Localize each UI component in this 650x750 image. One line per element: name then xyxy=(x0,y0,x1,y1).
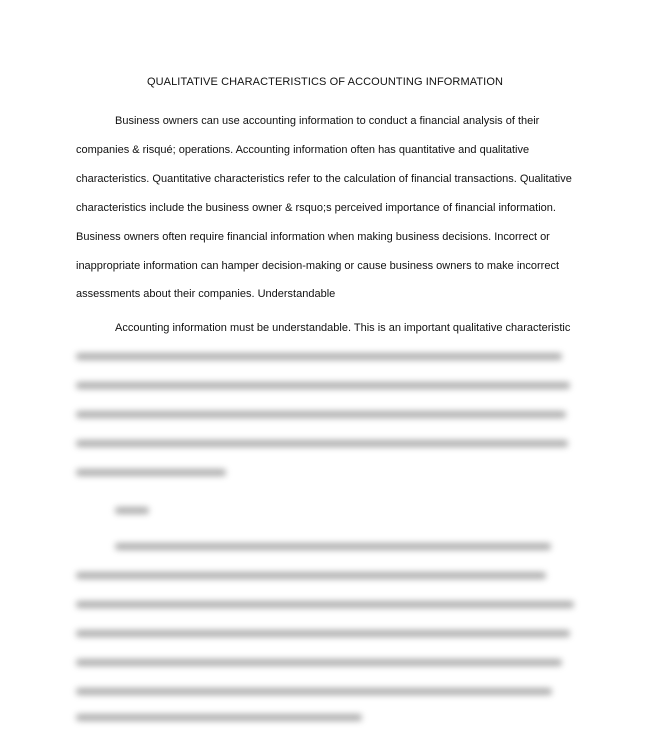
blurred-line xyxy=(76,353,562,360)
blurred-line xyxy=(76,688,552,695)
blurred-line xyxy=(115,543,551,550)
blurred-line xyxy=(76,440,568,447)
blurred-line xyxy=(76,659,562,666)
blurred-line xyxy=(76,469,226,476)
blurred-line xyxy=(76,601,574,608)
document-title: QUALITATIVE CHARACTERISTICS OF ACCOUNTING INFORMATION xyxy=(146,76,504,88)
blurred-line xyxy=(76,382,570,389)
blurred-line xyxy=(76,714,362,721)
blurred-line xyxy=(76,572,546,579)
paragraph-intro-text: Business owners can use accounting information to conduct a financial analysis of their companies & risqué; operations. Accounting information often has quantitative and qualitative characteristics. Quantitative characteristics refer to the calculation of financial transactions. Qualitative characteristics include the business owner & rsquo;s perceived importance of financial information. Business owners often require financial information when making business decisions. Incorrect or inappropriate information can hamper decision-making or cause business owners to make incorrect assessments about their companies. Understandable xyxy=(76,115,572,301)
blurred-line xyxy=(76,411,566,418)
paragraph-understandable-text: Accounting information must be understandable. This is an important qualitative characteristic xyxy=(115,322,571,334)
blurred-line xyxy=(115,507,149,514)
blurred-line xyxy=(76,630,570,637)
